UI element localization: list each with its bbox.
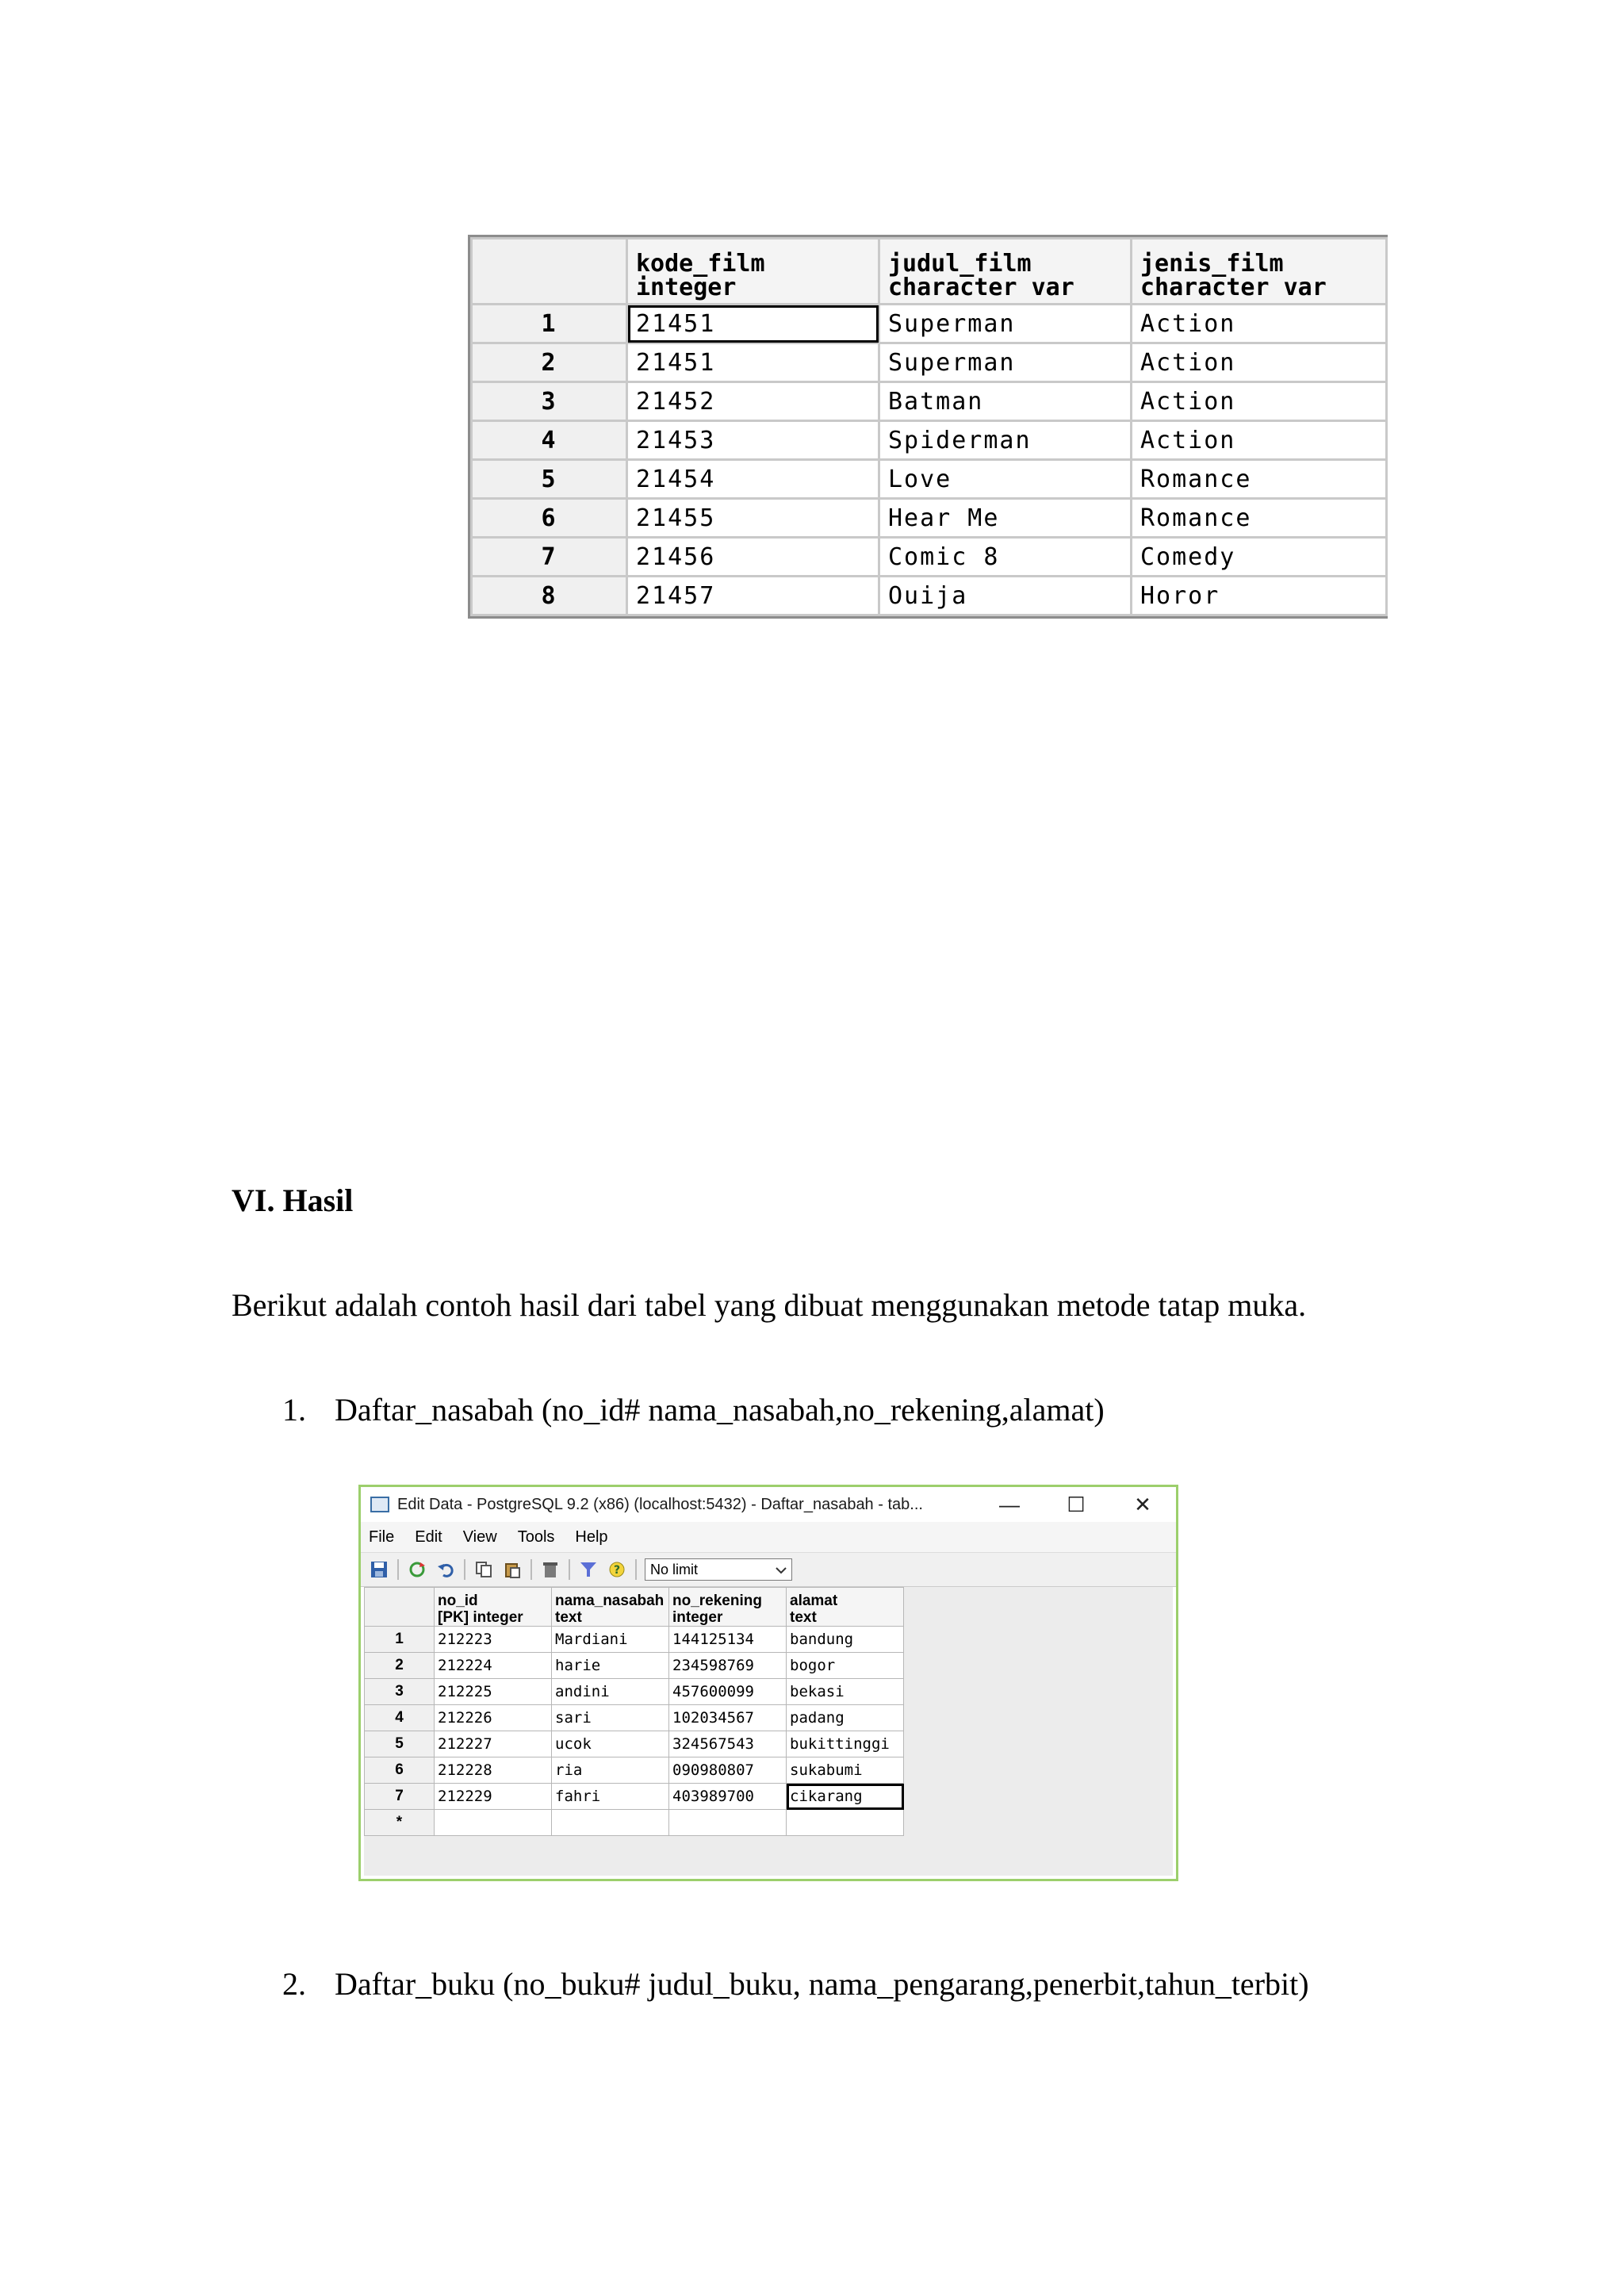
toolbar-separator <box>635 1559 637 1580</box>
save-icon[interactable] <box>369 1559 389 1580</box>
table-row <box>365 1731 904 1757</box>
new-row-marker[interactable]: * <box>365 1810 435 1836</box>
cell-judul-film[interactable]: Superman <box>879 343 1132 382</box>
cell-no-id[interactable]: 212225 <box>435 1679 552 1705</box>
minimize-button[interactable]: — <box>999 1492 1020 1516</box>
row-number[interactable]: 1 <box>365 1627 435 1653</box>
row-number[interactable]: 7 <box>365 1784 435 1810</box>
row-number[interactable]: 6 <box>365 1757 435 1784</box>
table-row <box>472 460 1387 499</box>
cell-no-id[interactable]: 212227 <box>435 1731 552 1757</box>
row-number[interactable]: 6 <box>472 499 627 538</box>
column-header-no-id[interactable]: no_id [PK] integer <box>435 1588 552 1627</box>
pgadmin-edit-data-window <box>358 1485 1178 1881</box>
row-number[interactable]: 4 <box>365 1705 435 1731</box>
cell-no-rekening[interactable]: 403989700 <box>669 1784 787 1810</box>
data-grid-area <box>364 1587 1173 1876</box>
cell-jenis-film[interactable]: Horor <box>1132 577 1387 615</box>
list-text: Daftar_buku (no_buku# judul_buku, nama_pengarang,penerbit,tahun_terbit) <box>335 1966 1309 2002</box>
cell-nama-nasabah[interactable]: ucok <box>552 1731 669 1757</box>
cell-no-id[interactable]: 212224 <box>435 1653 552 1679</box>
column-header-nama-nasabah[interactable]: nama_nasabah text <box>552 1588 669 1627</box>
cell-no-id[interactable]: 212223 <box>435 1627 552 1653</box>
row-number[interactable]: 3 <box>472 382 627 421</box>
cell-alamat[interactable]: sukabumi <box>787 1757 904 1784</box>
svg-text:?: ? <box>613 1564 621 1577</box>
cell-alamat[interactable]: bekasi <box>787 1679 904 1705</box>
cell-nama-nasabah[interactable]: andini <box>552 1679 669 1705</box>
app-icon <box>370 1497 389 1512</box>
cell-jenis-film[interactable]: Action <box>1132 343 1387 382</box>
cell-jenis-film[interactable]: Action <box>1132 305 1387 343</box>
cell-alamat[interactable]: bandung <box>787 1627 904 1653</box>
row-number[interactable]: 5 <box>365 1731 435 1757</box>
list-number: 2. <box>282 1966 306 2002</box>
table-row <box>365 1627 904 1653</box>
delete-icon[interactable] <box>540 1559 561 1580</box>
cell-nama-nasabah[interactable] <box>552 1810 669 1836</box>
cell-no-rekening[interactable]: 234598769 <box>669 1653 787 1679</box>
cell-jenis-film[interactable]: Romance <box>1132 460 1387 499</box>
cell-alamat[interactable] <box>787 1810 904 1836</box>
undo-icon[interactable] <box>435 1559 456 1580</box>
menu-view[interactable]: View <box>462 1527 497 1546</box>
cell-no-rekening[interactable]: 144125134 <box>669 1627 787 1653</box>
menu-bar <box>361 1522 1176 1552</box>
toolbar-separator <box>464 1559 465 1580</box>
window-title: Edit Data - PostgreSQL 9.2 (x86) (localhost:5432) - Daftar_nasabah - tab... <box>397 1495 923 1513</box>
table-row <box>365 1653 904 1679</box>
cell-judul-film[interactable]: Comic 8 <box>879 538 1132 577</box>
cell-kode-film[interactable]: 21453 <box>627 421 879 460</box>
row-number[interactable]: 3 <box>365 1679 435 1705</box>
row-number[interactable]: 4 <box>472 421 627 460</box>
cell-judul-film[interactable]: Spiderman <box>879 421 1132 460</box>
toolbar-separator <box>397 1559 399 1580</box>
table-row <box>472 421 1387 460</box>
table-row <box>472 382 1387 421</box>
row-number[interactable]: 2 <box>472 343 627 382</box>
toolbar <box>361 1552 1176 1587</box>
table-row <box>472 499 1387 538</box>
cell-no-id[interactable]: 212229 <box>435 1784 552 1810</box>
maximize-button[interactable]: ☐ <box>1067 1492 1086 1516</box>
cell-nama-nasabah[interactable]: harie <box>552 1653 669 1679</box>
cell-no-rekening[interactable]: 324567543 <box>669 1731 787 1757</box>
section-title: VI. Hasil <box>232 1182 354 1218</box>
row-limit-select[interactable] <box>645 1558 792 1581</box>
cell-nama-nasabah[interactable]: Mardiani <box>552 1627 669 1653</box>
cell-no-rekening[interactable] <box>669 1810 787 1836</box>
row-number[interactable]: 1 <box>472 305 627 343</box>
cell-judul-film[interactable]: Ouija <box>879 577 1132 615</box>
cell-no-rekening[interactable]: 102034567 <box>669 1705 787 1731</box>
row-number[interactable]: 2 <box>365 1653 435 1679</box>
cell-nama-nasabah[interactable]: fahri <box>552 1784 669 1810</box>
cell-kode-film[interactable]: 21455 <box>627 499 879 538</box>
grid-corner <box>472 239 627 305</box>
cell-nama-nasabah[interactable]: ria <box>552 1757 669 1784</box>
table-row <box>472 343 1387 382</box>
column-header-no-rekening[interactable]: no_rekening integer <box>669 1588 787 1627</box>
cell-kode-film[interactable]: 21451 <box>627 305 879 343</box>
menu-edit[interactable]: Edit <box>415 1527 442 1546</box>
column-header-judul-film[interactable]: judul_film character var <box>879 239 1132 305</box>
cell-judul-film[interactable]: Batman <box>879 382 1132 421</box>
table-row <box>472 305 1387 343</box>
cell-no-rekening[interactable]: 457600099 <box>669 1679 787 1705</box>
intro-paragraph: Berikut adalah contoh hasil dari tabel yang dibuat menggunakan metode tatap muka. <box>232 1287 1307 1323</box>
cell-judul-film[interactable]: Hear Me <box>879 499 1132 538</box>
table-row <box>365 1757 904 1784</box>
row-number[interactable]: 8 <box>472 577 627 615</box>
cell-jenis-film[interactable]: Action <box>1132 382 1387 421</box>
new-row <box>365 1810 904 1836</box>
table-row <box>472 538 1387 577</box>
column-header-kode-film[interactable]: kode_film integer <box>627 239 879 305</box>
list-text: Daftar_nasabah (no_id# nama_nasabah,no_rekening,alamat) <box>335 1392 1105 1428</box>
row-number[interactable]: 5 <box>472 460 627 499</box>
close-button[interactable]: ✕ <box>1134 1492 1151 1516</box>
cell-no-rekening[interactable]: 090980807 <box>669 1757 787 1784</box>
cell-alamat[interactable]: cikarang <box>787 1784 904 1810</box>
table-row <box>365 1679 904 1705</box>
chevron-down-icon <box>776 1562 787 1578</box>
cell-kode-film[interactable]: 21457 <box>627 577 879 615</box>
menu-file[interactable]: File <box>369 1527 395 1546</box>
cell-jenis-film[interactable]: Romance <box>1132 499 1387 538</box>
cell-alamat[interactable]: bogor <box>787 1653 904 1679</box>
cell-alamat[interactable]: padang <box>787 1705 904 1731</box>
cell-jenis-film[interactable]: Action <box>1132 421 1387 460</box>
list-number: 1. <box>282 1392 306 1428</box>
help-icon[interactable] <box>607 1559 627 1580</box>
film-data-grid <box>468 235 1388 619</box>
cell-kode-film[interactable]: 21456 <box>627 538 879 577</box>
cell-kode-film[interactable]: 21451 <box>627 343 879 382</box>
copy-icon[interactable] <box>473 1559 494 1580</box>
film-grid-header <box>472 239 1387 305</box>
cell-judul-film[interactable]: Love <box>879 460 1132 499</box>
filter-icon[interactable] <box>578 1559 599 1580</box>
list-item-daftar-nasabah <box>282 1391 1105 1428</box>
cell-judul-film[interactable]: Superman <box>879 305 1132 343</box>
menu-tools[interactable]: Tools <box>517 1527 555 1546</box>
cell-alamat[interactable]: bukittinggi <box>787 1731 904 1757</box>
grid-header-row <box>365 1588 904 1627</box>
column-header-alamat[interactable]: alamat text <box>787 1588 904 1627</box>
list-item-daftar-buku <box>282 1965 1309 2003</box>
row-number[interactable]: 7 <box>472 538 627 577</box>
cell-kode-film[interactable]: 21454 <box>627 460 879 499</box>
table-row <box>365 1705 904 1731</box>
refresh-icon[interactable] <box>407 1559 427 1580</box>
cell-kode-film[interactable]: 21452 <box>627 382 879 421</box>
window-titlebar[interactable] <box>361 1487 1176 1522</box>
menu-help[interactable]: Help <box>575 1527 608 1546</box>
toolbar-separator <box>530 1559 532 1580</box>
table-row <box>472 577 1387 615</box>
paste-icon[interactable] <box>502 1559 523 1580</box>
row-limit-value: No limit <box>650 1561 699 1577</box>
grid-corner <box>365 1588 435 1627</box>
table-row <box>365 1784 904 1810</box>
toolbar-separator <box>569 1559 570 1580</box>
cell-no-id[interactable] <box>435 1810 552 1836</box>
cell-no-id[interactable]: 212228 <box>435 1757 552 1784</box>
cell-no-id[interactable]: 212226 <box>435 1705 552 1731</box>
cell-jenis-film[interactable]: Comedy <box>1132 538 1387 577</box>
data-grid <box>364 1587 904 1836</box>
column-header-jenis-film[interactable]: jenis_film character var <box>1132 239 1387 305</box>
cell-nama-nasabah[interactable]: sari <box>552 1705 669 1731</box>
